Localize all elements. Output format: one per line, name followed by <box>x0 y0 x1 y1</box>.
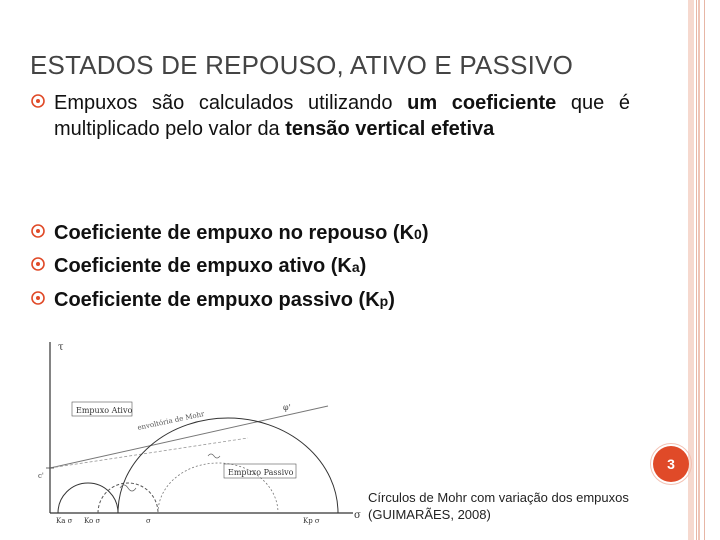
caption-line-1: Círculos de Mohr com variação dos empuxos <box>368 490 629 505</box>
tau-label: τ <box>58 342 64 353</box>
mohr-circles-figure <box>28 338 368 528</box>
border-line <box>696 0 697 540</box>
caption-line-2: (GUIMARÃES, 2008) <box>368 506 491 522</box>
sigma-label: σ <box>354 510 361 521</box>
sigma-v-label: σ <box>146 517 151 525</box>
bullet-flower-icon <box>30 223 46 239</box>
c-prime-label: c' <box>38 472 44 480</box>
sketch-marks <box>208 454 220 458</box>
bullet-item-1 <box>30 90 630 142</box>
bullet-flower-icon <box>30 93 46 109</box>
slide-title: ESTADOS DE REPOUSO, ATIVO E PASSIVO <box>30 50 574 80</box>
slide-right-border <box>688 0 720 540</box>
ka-sigma-label: Ka σ <box>56 517 73 525</box>
bullet-text-3: Coeficiente de empuxo ativo (Ka) <box>54 255 367 277</box>
circle-large <box>118 418 338 513</box>
slide-number-badge: 3 <box>653 446 689 482</box>
phi-label: φ' <box>283 403 291 412</box>
bullet-item-3 <box>30 253 630 279</box>
bullet-item-2 <box>30 220 630 246</box>
bullet-item-4 <box>30 287 630 313</box>
kp-sigma-label: Kp σ <box>303 517 320 525</box>
bullet-text-1: Empuxos são calculados utilizando um coeficiente que é multiplicado pelo valor da tensão vertical efetiva <box>54 92 630 140</box>
bullet-flower-icon <box>30 256 46 272</box>
empuxo-ativo-label: Empuxo Ativo <box>76 406 133 415</box>
circle-active <box>58 483 118 513</box>
k0-sigma-label: Ko σ <box>84 517 101 525</box>
empuxo-passivo-label: Empuxo Passivo <box>228 468 294 477</box>
bullet-text-4: Coeficiente de empuxo passivo (Kp) <box>54 289 395 311</box>
border-line <box>704 0 705 540</box>
figure-caption <box>368 490 698 524</box>
envelope-line-lower <box>50 438 248 468</box>
bullet-flower-icon <box>30 290 46 306</box>
envelope-label: envoltória de Mohr <box>136 409 206 432</box>
bullet-text-2: Coeficiente de empuxo no repouso (K0) <box>54 222 429 244</box>
